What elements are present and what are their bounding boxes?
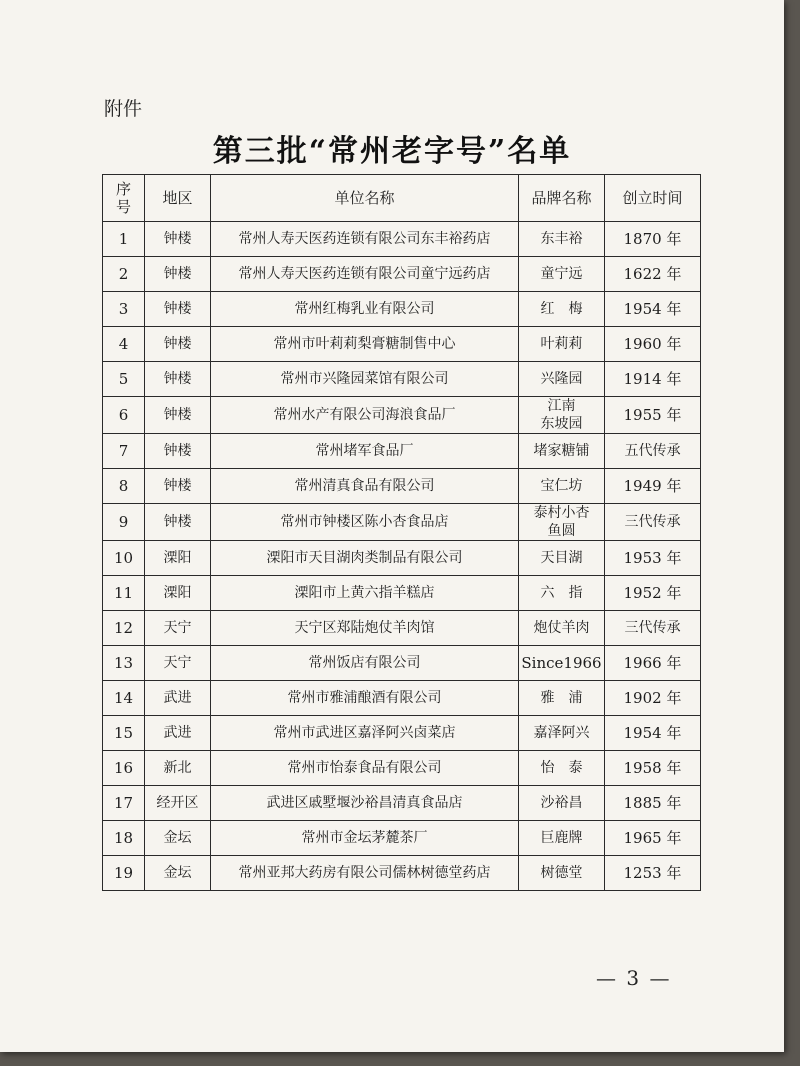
row-district: 溧阳 [145,541,211,576]
row-district: 金坛 [145,856,211,891]
row-company: 常州市怡泰食品有限公司 [211,751,519,786]
row-company: 常州市武进区嘉泽阿兴卤菜店 [211,716,519,751]
row-brand: Since1966 [519,646,605,681]
table-row [103,327,701,362]
table-row [103,434,701,469]
row-company: 常州市钟楼区陈小杏食品店 [211,504,519,541]
row-brand: 雅 浦 [519,681,605,716]
row-district: 天宁 [145,646,211,681]
row-brand: 巨鹿牌 [519,821,605,856]
row-no: 6 [103,397,145,434]
row-no: 12 [103,611,145,646]
row-district: 天宁 [145,611,211,646]
header-company: 单位名称 [211,175,519,222]
table-header-row [103,175,701,222]
header-founded: 创立时间 [605,175,701,222]
row-brand: 怡 泰 [519,751,605,786]
row-company: 常州清真食品有限公司 [211,469,519,504]
row-company: 常州市雅浦酿酒有限公司 [211,681,519,716]
row-brand: 六 指 [519,576,605,611]
names-table [102,174,701,891]
row-founded: 1952 年 [605,576,701,611]
table-row [103,362,701,397]
row-no: 17 [103,786,145,821]
row-no: 1 [103,222,145,257]
row-brand: 炮仗羊肉 [519,611,605,646]
table-row [103,821,701,856]
row-no: 10 [103,541,145,576]
row-no: 5 [103,362,145,397]
row-founded: 1954 年 [605,716,701,751]
row-district: 武进 [145,681,211,716]
header-seq: 序 号 [103,175,145,222]
row-no: 19 [103,856,145,891]
row-company: 常州市金坛茅麓茶厂 [211,821,519,856]
row-brand: 东丰裕 [519,222,605,257]
row-no: 8 [103,469,145,504]
row-district: 钟楼 [145,292,211,327]
row-founded: 五代传承 [605,434,701,469]
row-district: 金坛 [145,821,211,856]
row-company: 常州饭店有限公司 [211,646,519,681]
row-no: 16 [103,751,145,786]
row-no: 15 [103,716,145,751]
row-company: 常州红梅乳业有限公司 [211,292,519,327]
row-founded: 三代传承 [605,611,701,646]
table-row [103,716,701,751]
row-founded: 1954 年 [605,292,701,327]
row-no: 9 [103,504,145,541]
page-number: — 3 — [596,966,672,990]
table-row [103,751,701,786]
row-founded: 1958 年 [605,751,701,786]
table-row [103,576,701,611]
row-founded: 1914 年 [605,362,701,397]
row-district: 钟楼 [145,362,211,397]
row-founded: 1902 年 [605,681,701,716]
row-company: 溧阳市上黄六指羊糕店 [211,576,519,611]
row-brand: 宝仁坊 [519,469,605,504]
row-brand: 江南 东坡园 [519,397,605,434]
row-brand: 沙裕昌 [519,786,605,821]
row-district: 钟楼 [145,434,211,469]
row-company: 武进区戚墅堰沙裕昌清真食品店 [211,786,519,821]
row-district: 钟楼 [145,469,211,504]
row-company: 天宁区郑陆炮仗羊肉馆 [211,611,519,646]
row-company: 常州堵军食品厂 [211,434,519,469]
row-company: 常州市兴隆园菜馆有限公司 [211,362,519,397]
table-row [103,541,701,576]
header-district: 地区 [145,175,211,222]
row-company: 溧阳市天目湖肉类制品有限公司 [211,541,519,576]
attachment-label: 附件 [104,98,143,120]
row-no: 7 [103,434,145,469]
row-founded: 1885 年 [605,786,701,821]
header-brand: 品牌名称 [519,175,605,222]
table-row [103,646,701,681]
row-brand: 红 梅 [519,292,605,327]
table-row [103,469,701,504]
row-district: 武进 [145,716,211,751]
row-founded: 1953 年 [605,541,701,576]
table-row [103,786,701,821]
row-brand: 泰村小杏 鱼圆 [519,504,605,541]
row-founded: 1622 年 [605,257,701,292]
row-no: 3 [103,292,145,327]
row-no: 11 [103,576,145,611]
table-row [103,681,701,716]
row-company: 常州市叶莉莉梨膏糖制售中心 [211,327,519,362]
row-company: 常州人寿天医药连锁有限公司东丰裕药店 [211,222,519,257]
row-company: 常州水产有限公司海浪食品厂 [211,397,519,434]
table-row [103,397,701,434]
row-no: 14 [103,681,145,716]
row-founded: 三代传承 [605,504,701,541]
row-district: 溧阳 [145,576,211,611]
row-brand: 兴隆园 [519,362,605,397]
row-district: 钟楼 [145,257,211,292]
row-district: 新北 [145,751,211,786]
row-company: 常州人寿天医药连锁有限公司童宁远药店 [211,257,519,292]
row-brand: 叶莉莉 [519,327,605,362]
row-founded: 1955 年 [605,397,701,434]
row-district: 钟楼 [145,327,211,362]
row-brand: 嘉泽阿兴 [519,716,605,751]
row-brand: 堵家糖铺 [519,434,605,469]
row-company: 常州亚邦大药房有限公司儒林树德堂药店 [211,856,519,891]
row-founded: 1949 年 [605,469,701,504]
row-founded: 1253 年 [605,856,701,891]
row-district: 经开区 [145,786,211,821]
row-brand: 天目湖 [519,541,605,576]
page-title: 第三批“常州老字号”名单 [212,134,572,169]
row-district: 钟楼 [145,222,211,257]
table-row [103,856,701,891]
row-district: 钟楼 [145,504,211,541]
row-brand: 树德堂 [519,856,605,891]
row-no: 2 [103,257,145,292]
row-no: 4 [103,327,145,362]
row-founded: 1960 年 [605,327,701,362]
row-brand: 童宁远 [519,257,605,292]
row-district: 钟楼 [145,397,211,434]
row-founded: 1870 年 [605,222,701,257]
row-no: 13 [103,646,145,681]
table-row [103,292,701,327]
row-no: 18 [103,821,145,856]
table-row [103,611,701,646]
row-founded: 1966 年 [605,646,701,681]
row-founded: 1965 年 [605,821,701,856]
table-row [103,257,701,292]
table-row [103,504,701,541]
table-row [103,222,701,257]
